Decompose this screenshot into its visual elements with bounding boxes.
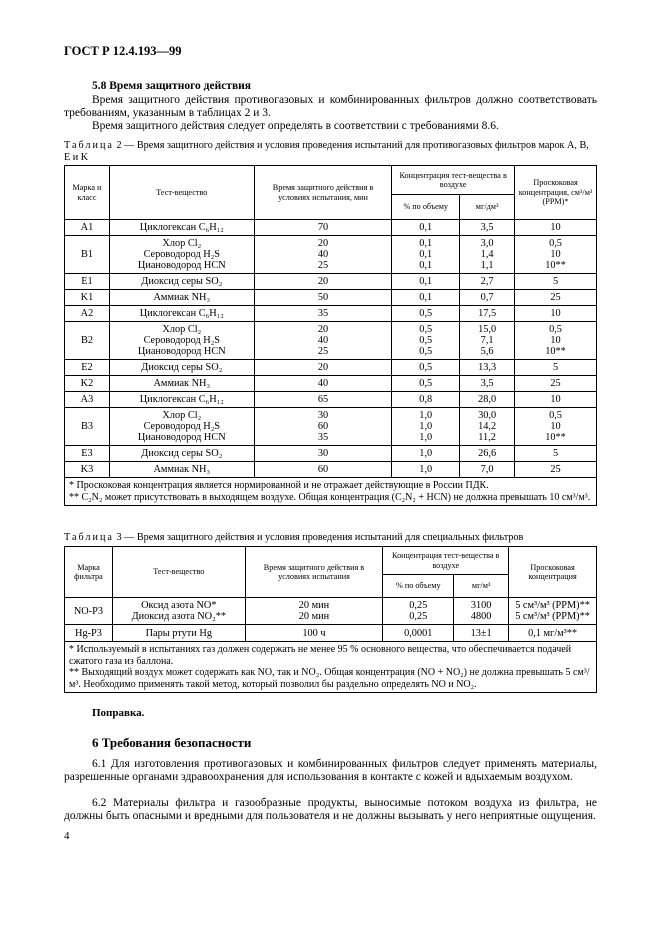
t3-cell-mark: Hg-P3 — [65, 625, 113, 642]
t2-cell-leak: 5 — [515, 446, 597, 462]
t2-cell-pct: 1,0 — [392, 446, 460, 462]
section-6-title: 6 Требования безопасности — [92, 735, 252, 750]
t3-note-1: * Используемый в испытаниях газ должен содержать не менее 95 % основного вещества, что обеспечивается подачей сжатого газа из баллона. — [69, 644, 572, 667]
t2-cell-mg: 2,7 — [460, 274, 515, 290]
t2-header-time: Время защитного действия в условиях испытания, мин — [254, 166, 392, 220]
t2-cell-pct: 0,1 — [392, 274, 460, 290]
t2-cell-mark: B3 — [65, 408, 110, 446]
table2-caption: Таблица 2 — Время защитного действия и условия проведения испытаний для противогазовых фильтров марок A, B, E и K — [64, 140, 589, 163]
t2-cell-pct: 1,0 — [392, 462, 460, 478]
t3-cell-time: 100 ч — [245, 625, 383, 642]
t2-cell-time: 50 — [254, 290, 392, 306]
t3-cell-pct: 0,25 0,25 — [383, 598, 454, 625]
t2-cell-pct: 0,5 — [392, 376, 460, 392]
t2-row — [65, 322, 597, 360]
section-6-paragraph-1: 6.1 Для изготовления противогазовых и комбинированных фильтров следует применять материалы, разрешенные органами здравоохранения для использования в контакте с кожей и вдыхаемым воздухом. — [64, 758, 597, 783]
t2-cell-leak: 5 — [515, 274, 597, 290]
t2-cell-mark: A2 — [65, 306, 110, 322]
t2-header-pct: % по объему — [392, 195, 460, 220]
t3-header-substance: Тест-вещество — [112, 547, 245, 598]
t2-cell-time: 65 — [254, 392, 392, 408]
table-3 — [64, 546, 597, 693]
t2-cell-mg: 3,5 — [460, 376, 515, 392]
t2-cell-leak: 25 — [515, 376, 597, 392]
t2-cell-time: 60 — [254, 462, 392, 478]
t2-cell-mg: 3,0 1,4 1,1 — [460, 236, 515, 274]
t2-cell-leak: 10 — [515, 306, 597, 322]
t2-cell-time: 30 60 35 — [254, 408, 392, 446]
t2-cell-time: 30 — [254, 446, 392, 462]
t2-header-mark: Марка и класс — [65, 166, 110, 220]
t2-header-concentration: Концентрация тест-вещества в воздухе — [392, 166, 515, 195]
t2-cell-mg: 7,0 — [460, 462, 515, 478]
t3-header-mark: Марка фильтра — [65, 547, 113, 598]
t2-cell-leak: 0,5 10 10** — [515, 236, 597, 274]
t2-cell-mark: A3 — [65, 392, 110, 408]
t3-row — [65, 598, 597, 625]
t2-row — [65, 290, 597, 306]
t2-row — [65, 462, 597, 478]
t2-header-leak: Проскоковая концентрация, см³/м³ (PPM)* — [515, 166, 597, 220]
t2-cell-time: 35 — [254, 306, 392, 322]
t3-cell-substance: Оксид азота NO* Диоксид азота NO₂** — [112, 598, 245, 625]
t2-cell-mark: E3 — [65, 446, 110, 462]
t2-cell-mg: 17,5 — [460, 306, 515, 322]
t3-header-leak: Проскоковая концентрация — [509, 547, 597, 598]
page-number: 4 — [64, 830, 70, 842]
t3-cell-mg: 13±1 — [454, 625, 509, 642]
table3-caption: Таблица 3 — Время защитного действия и условия проведения испытаний для специальных фильтров — [64, 532, 524, 543]
t2-row — [65, 408, 597, 446]
t3-cell-mg: 3100 4800 — [454, 598, 509, 625]
section-6-paragraph-2: 6.2 Материалы фильтра и газообразные продукты, выносимые потоком воздуха из фильтра, не должны быть опасными и вредными для пользователя и не должны вызывать у него неприятные ощущения. — [64, 797, 597, 822]
t2-cell-pct: 0,1 0,1 0,1 — [392, 236, 460, 274]
t2-header-mg: мг/дм³ — [460, 195, 515, 220]
section-5-8-title: 5.8 Время защитного действия — [92, 80, 252, 92]
t2-row — [65, 392, 597, 408]
t2-cell-substance: Циклогексан C₆H₁₂ — [109, 392, 254, 408]
t3-header-pct: % по объему — [383, 575, 454, 598]
t2-cell-mg: 0,7 — [460, 290, 515, 306]
t2-cell-substance: Аммиак NH₃ — [109, 290, 254, 306]
t3-header-time: Время защитного действия в условиях испытания — [245, 547, 383, 598]
t2-cell-time: 20 40 25 — [254, 236, 392, 274]
t2-cell-leak: 0,5 10 10** — [515, 322, 597, 360]
t2-cell-substance: Хлор Cl₂ Сероводород H₂S Циановодород HCN — [109, 236, 254, 274]
t2-cell-mg: 15,0 7,1 5,6 — [460, 322, 515, 360]
t3-note-2: ** Выходящий воздух может содержать как NO, так и NO₂. Общая концентрация (NO + NO₂) не должна превышать 5 см³/м³. Необходимо применять такой метод, который позволил бы раздельно определять NO и NO₂. — [69, 667, 590, 690]
t2-note-1: * Проскоковая концентрация является нормированной и не отражает действующие в России ПДК. — [69, 480, 489, 491]
t2-cell-mark: A1 — [65, 220, 110, 236]
t2-cell-time: 70 — [254, 220, 392, 236]
t2-row — [65, 376, 597, 392]
t2-notes — [65, 478, 597, 506]
t2-row — [65, 274, 597, 290]
t3-cell-time: 20 мин 20 мин — [245, 598, 383, 625]
t2-cell-pct: 0,1 — [392, 290, 460, 306]
t2-cell-time: 20 40 25 — [254, 322, 392, 360]
t2-row — [65, 306, 597, 322]
t2-cell-time: 20 — [254, 274, 392, 290]
t2-cell-substance: Аммиак NH₃ — [109, 462, 254, 478]
t2-cell-substance: Циклогексан C₆H₁₂ — [109, 220, 254, 236]
t2-cell-leak: 5 — [515, 360, 597, 376]
correction-label: Поправка. — [92, 707, 145, 719]
t2-row — [65, 360, 597, 376]
t2-cell-pct: 0,5 — [392, 360, 460, 376]
t2-row — [65, 236, 597, 274]
t2-cell-mg: 26,6 — [460, 446, 515, 462]
t3-cell-substance: Пары ртути Hg — [112, 625, 245, 642]
t2-row — [65, 220, 597, 236]
t3-cell-pct: 0,0001 — [383, 625, 454, 642]
t2-cell-mg: 30,0 14,2 11,2 — [460, 408, 515, 446]
t2-row — [65, 446, 597, 462]
t3-cell-mark: NO-P3 — [65, 598, 113, 625]
t3-notes — [65, 642, 597, 693]
t2-cell-leak: 10 — [515, 220, 597, 236]
section-5-8-paragraph-1: Время защитного действия противогазовых и комбинированных фильтров должно соответствовать требованиям, указанным в таблицах 2 и 3. — [64, 94, 597, 119]
t2-cell-time: 40 — [254, 376, 392, 392]
t2-cell-substance: Аммиак NH₃ — [109, 376, 254, 392]
t2-cell-mark: K1 — [65, 290, 110, 306]
t2-cell-mark: B2 — [65, 322, 110, 360]
t2-cell-pct: 0,5 — [392, 306, 460, 322]
t2-cell-substance: Хлор Cl₂ Сероводород H₂S Циановодород HCN — [109, 322, 254, 360]
t2-note-2: ** C₂N₂ может присутствовать в выходящем воздухе. Общая концентрация (C₂N₂ + HCN) не должна превышать 10 см³/м³. — [69, 491, 591, 503]
t2-header-substance: Тест-вещество — [109, 166, 254, 220]
t2-cell-substance: Диоксид серы SO₂ — [109, 360, 254, 376]
t2-cell-pct: 0,8 — [392, 392, 460, 408]
t2-cell-time: 20 — [254, 360, 392, 376]
t2-cell-mark: B1 — [65, 236, 110, 274]
t2-cell-mark: E2 — [65, 360, 110, 376]
t2-cell-leak: 0,5 10 10** — [515, 408, 597, 446]
t3-cell-leak: 0,1 мг/м³** — [509, 625, 597, 642]
t2-cell-mark: E1 — [65, 274, 110, 290]
t2-cell-substance: Диоксид серы SO₂ — [109, 274, 254, 290]
t2-cell-leak: 25 — [515, 290, 597, 306]
t3-header-concentration: Концентрация тест-вещества в воздухе — [383, 547, 509, 575]
t2-cell-substance: Циклогексан C₆H₁₂ — [109, 306, 254, 322]
t3-row — [65, 625, 597, 642]
t2-cell-mark: K3 — [65, 462, 110, 478]
t2-cell-substance: Диоксид серы SO₂ — [109, 446, 254, 462]
t2-cell-pct: 0,1 — [392, 220, 460, 236]
t2-cell-mark: K2 — [65, 376, 110, 392]
section-5-8-paragraph-2: Время защитного действия следует определять в соответствии с требованиями 8.6. — [92, 120, 499, 132]
t2-cell-mg: 3,5 — [460, 220, 515, 236]
t3-cell-leak: 5 см³/м³ (PPM)** 5 см³/м³ (PPM)** — [509, 598, 597, 625]
t2-cell-mg: 13,3 — [460, 360, 515, 376]
t2-cell-pct: 1,0 1,0 1,0 — [392, 408, 460, 446]
t3-header-mg: мг/м³ — [454, 575, 509, 598]
document-header: ГОСТ Р 12.4.193—99 — [64, 44, 182, 58]
t2-cell-mg: 28,0 — [460, 392, 515, 408]
t2-cell-pct: 0,5 0,5 0,5 — [392, 322, 460, 360]
t2-cell-substance: Хлор Cl₂ Сероводород H₂S Циановодород HCN — [109, 408, 254, 446]
table-2 — [64, 165, 597, 506]
t2-cell-leak: 25 — [515, 462, 597, 478]
t2-cell-leak: 10 — [515, 392, 597, 408]
